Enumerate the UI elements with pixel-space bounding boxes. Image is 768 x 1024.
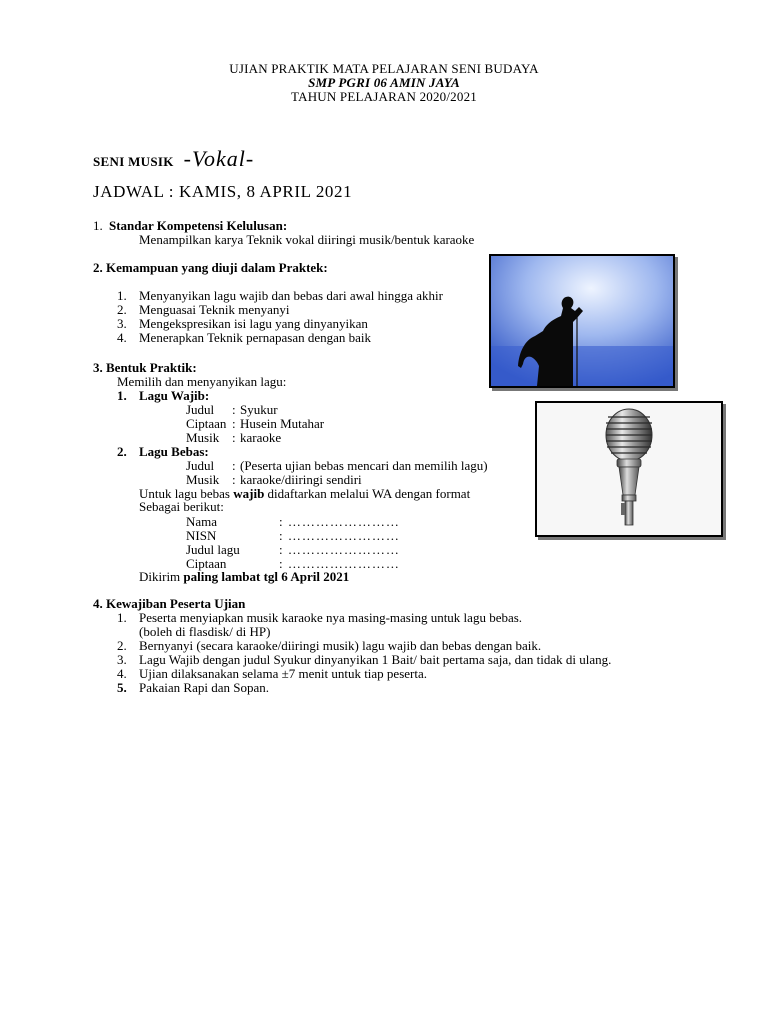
- deadline-line: [139, 570, 349, 584]
- wajib-row-sep: :: [232, 430, 236, 445]
- subject-prefix: SENI MUSIK: [93, 154, 174, 169]
- schedule-line: JADWAL : KAMIS, 8 APRIL 2021: [93, 182, 353, 201]
- section4-item-num: 5.: [117, 680, 127, 695]
- note-post: didaftarkan melalui WA dengan format: [264, 486, 471, 501]
- bebas-row-label: Musik: [186, 472, 220, 487]
- wajib-heading: Lagu Wajib:: [139, 388, 210, 403]
- bebas-row-value: (Peserta ujian bebas mencari dan memilih lagu): [240, 458, 488, 473]
- section2-item-text: Menyanyikan lagu wajib dan bebas dari awal hingga akhir: [139, 288, 443, 303]
- header-exam-title: UJIAN PRAKTIK MATA PELAJARAN SENI BUDAYA: [229, 61, 539, 76]
- section2-item-num: 1.: [117, 288, 127, 303]
- section2-item-num: 4.: [117, 330, 127, 345]
- section4-item-num: 3.: [117, 652, 127, 667]
- wajib-row-value: Syukur: [240, 402, 278, 417]
- form-label: Ciptaan: [186, 556, 227, 571]
- wajib-row-value: Husein Mutahar: [240, 416, 325, 431]
- bebas-row-value: karaoke/diiringi sendiri: [240, 472, 362, 487]
- section4-item-text: Lagu Wajib dengan judul Syukur dinyanyikan 1 Bait/ bait pertama saja, dan tidak di ulang.: [139, 652, 612, 667]
- bebas-row-label: Judul: [186, 458, 215, 473]
- section2-item-text: Menerapkan Teknik pernapasan dengan baik: [139, 330, 372, 345]
- section1-heading: [93, 219, 287, 233]
- form-blank: : ……………………: [279, 556, 400, 571]
- section4-item-text: Peserta menyiapkan musik karaoke nya masing-masing untuk lagu bebas.: [139, 610, 523, 625]
- registration-note-line2: Sebagai berikut:: [139, 499, 224, 514]
- subject-title: [93, 146, 254, 172]
- bebas-row-sep: :: [232, 472, 236, 487]
- wajib-row-sep: :: [232, 402, 236, 417]
- section1-number: 1.: [93, 218, 103, 233]
- section4-item-num: 1.: [117, 610, 127, 625]
- section4-item-text: Pakaian Rapi dan Sopan.: [139, 680, 269, 695]
- wajib-row-label: Ciptaan: [186, 416, 227, 431]
- section1-text: Menampilkan karya Teknik vokal diiringi musik/bentuk karaoke: [139, 232, 475, 247]
- wajib-row-sep: :: [232, 416, 236, 431]
- section4-item-num: 4.: [117, 666, 127, 681]
- subject-name: -Vokal-: [183, 146, 255, 171]
- section4-item-text: Bernyanyi (secara karaoke/diiringi musik) lagu wajib dan bebas dengan baik.: [139, 638, 542, 653]
- form-blank: : ……………………: [279, 514, 400, 529]
- form-label: Nama: [186, 514, 218, 529]
- note-bold: wajib: [233, 486, 265, 501]
- wajib-number: 1.: [117, 388, 127, 403]
- header-academic-year: TAHUN PELAJARAN 2020/2021: [291, 89, 477, 104]
- form-blank: : ……………………: [279, 528, 400, 543]
- section4-item-text: Ujian dilaksanakan selama ±7 menit untuk tiap peserta.: [139, 666, 427, 681]
- section2-heading: 2. Kemampuan yang diuji dalam Praktek:: [93, 260, 328, 275]
- section2-item-num: 3.: [117, 316, 127, 331]
- bebas-row-sep: :: [232, 458, 236, 473]
- singer-silhouette-image: [489, 254, 675, 388]
- section4-item-subtext: (boleh di flasdisk/ di HP): [139, 624, 271, 639]
- section4-item-num: 2.: [117, 638, 127, 653]
- section2-item-text: Menguasai Teknik menyanyi: [139, 302, 290, 317]
- wajib-row-value: karaoke: [240, 430, 282, 445]
- bebas-number: 2.: [117, 444, 127, 459]
- form-blank: : ……………………: [279, 542, 400, 557]
- bebas-heading: Lagu Bebas:: [139, 444, 209, 459]
- singer-illustration: [491, 256, 673, 386]
- section3-heading: 3. Bentuk Praktik:: [93, 360, 197, 375]
- section4-heading: 4. Kewajiban Peserta Ujian: [93, 596, 246, 611]
- note-pre: Untuk lagu bebas: [139, 486, 234, 501]
- microphone-image: [535, 401, 723, 537]
- section3-intro: Memilih dan menyanyikan lagu:: [117, 374, 287, 389]
- form-label: Judul lagu: [186, 542, 240, 557]
- deadline-pre: Dikirim: [139, 569, 184, 584]
- header-school-name: SMP PGRI 06 AMIN JAYA: [308, 75, 460, 90]
- deadline-date: paling lambat tgl 6 April 2021: [183, 569, 350, 584]
- section1-title: Standar Kompetensi Kelulusan:: [109, 218, 288, 233]
- section2-item-num: 2.: [117, 302, 127, 317]
- microphone-icon: [537, 403, 721, 535]
- section2-item-text: Mengekspresikan isi lagu yang dinyanyikan: [139, 316, 368, 331]
- wajib-row-label: Musik: [186, 430, 220, 445]
- form-label: NISN: [186, 528, 217, 543]
- wajib-row-label: Judul: [186, 402, 215, 417]
